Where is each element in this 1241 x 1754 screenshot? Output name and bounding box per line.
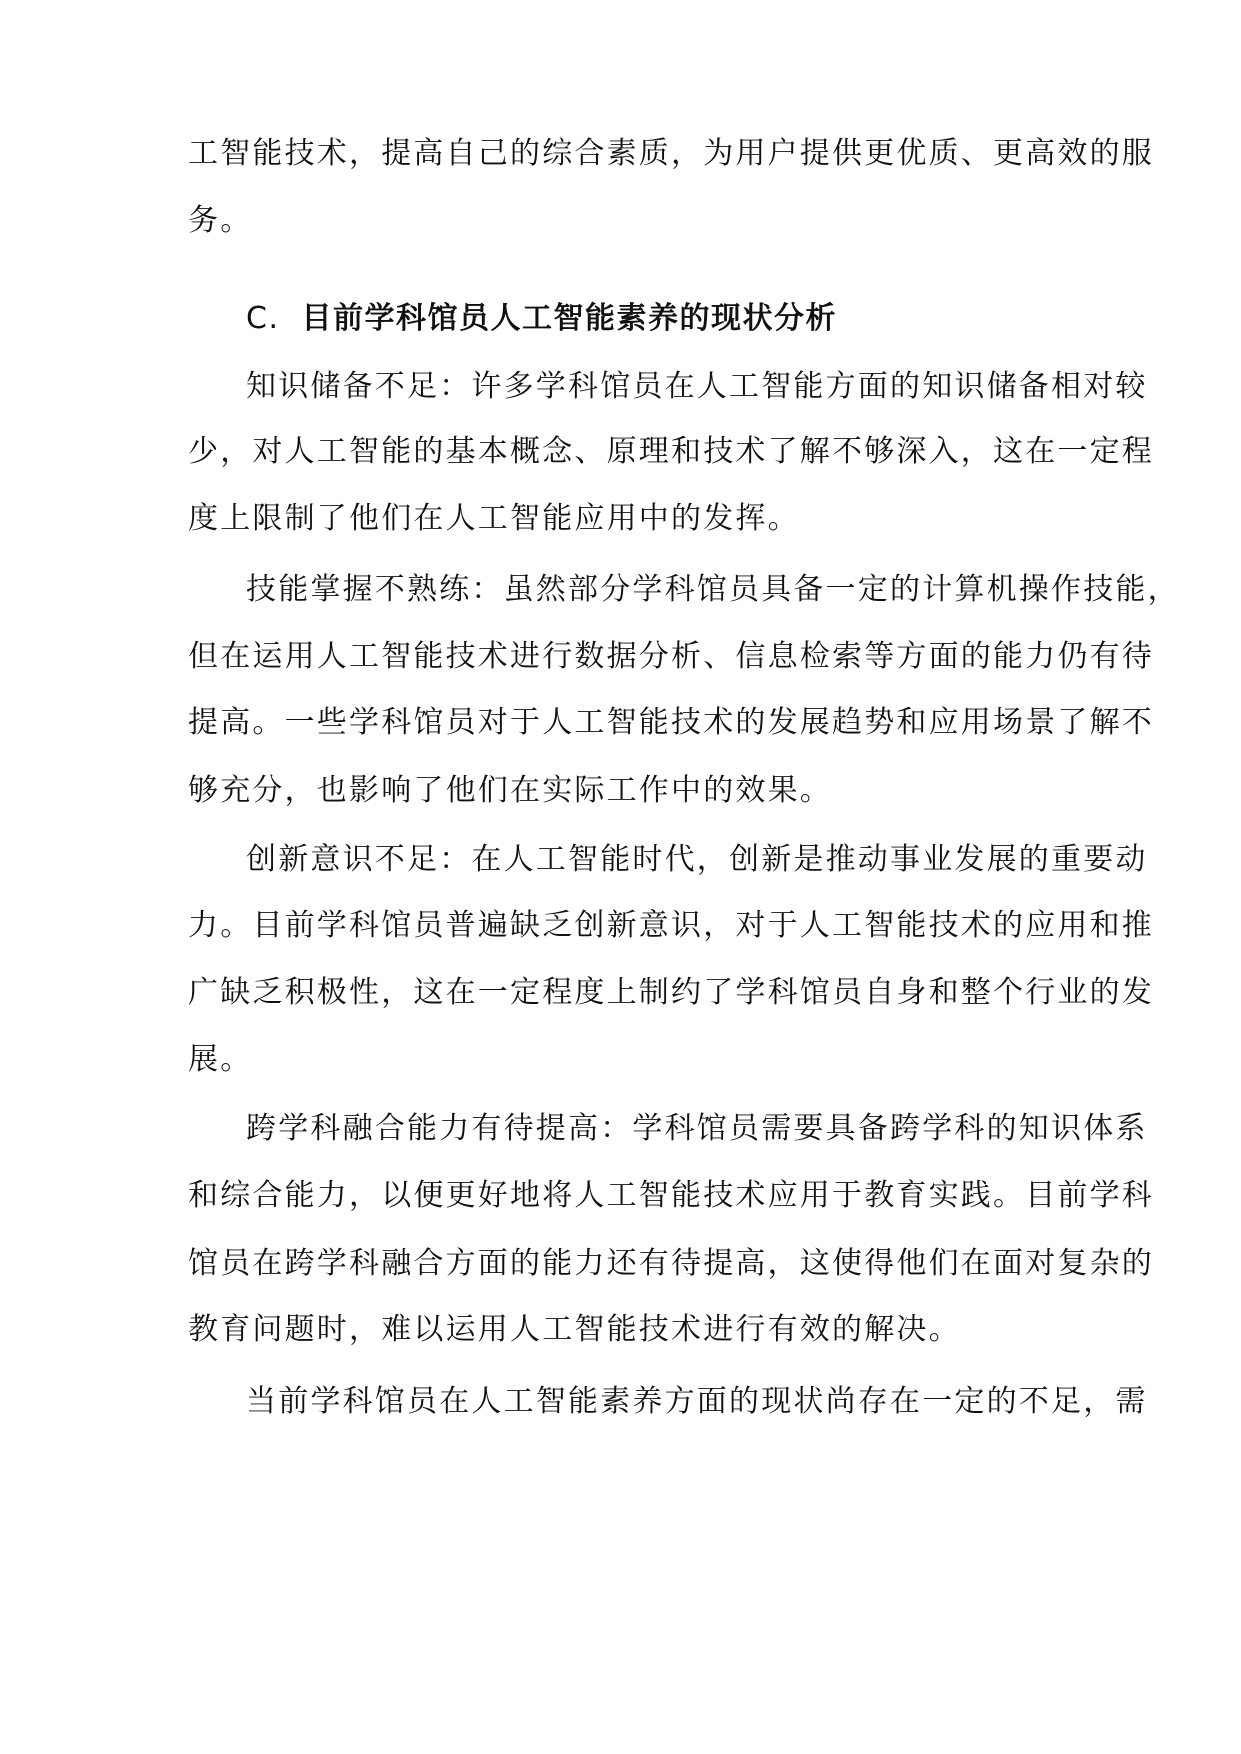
paragraph-line: 和综合能力，以便更好地将人工智能技术应用于教育实践。目前学科 — [188, 1178, 1154, 1213]
paragraph-line: 技能掌握不熟练：虽然部分学科馆员具备一定的计算机操作技能， — [246, 572, 1180, 607]
paragraph-line: 馆员在跨学科融合方面的能力还有待提高，这使得他们在面对复杂的 — [188, 1246, 1154, 1281]
paragraph-line: 度上限制了他们在人工智能应用中的发挥。 — [188, 501, 800, 536]
paragraph-line: 创新意识不足：在人工智能时代，创新是推动事业发展的重要动 — [246, 842, 1148, 877]
section-title: 目前学科馆员人工智能素养的现状分析 — [301, 301, 837, 336]
paragraph-line: 提高。一些学科馆员对于人工智能技术的发展趋势和应用场景了解不 — [188, 705, 1154, 740]
section-heading — [246, 299, 837, 339]
paragraph-line: 少，对人工智能的基本概念、原理和技术了解不够深入，这在一定程 — [188, 434, 1154, 469]
paragraph-line: 教育问题时，难以运用人工智能技术进行有效的解决。 — [188, 1312, 961, 1347]
paragraph-line: 知识储备不足：许多学科馆员在人工智能方面的知识储备相对较 — [246, 369, 1148, 404]
paragraph-line: 但在运用人工智能技术进行数据分析、信息检索等方面的能力仍有待 — [188, 639, 1154, 674]
paragraph-line: 广缺乏积极性，这在一定程度上制约了学科馆员自身和整个行业的发 — [188, 975, 1154, 1010]
paragraph-line: 务。 — [188, 203, 253, 238]
paragraph-line: 够充分，也影响了他们在实际工作中的效果。 — [188, 773, 832, 808]
paragraph-line: 力。目前学科馆员普遍缺乏创新意识，对于人工智能技术的应用和推 — [188, 908, 1154, 943]
paragraph-line: 当前学科馆员在人工智能素养方面的现状尚存在一定的不足，需 — [246, 1384, 1148, 1419]
section-label: C. — [246, 301, 280, 336]
paragraph-line: 跨学科融合能力有待提高：学科馆员需要具备跨学科的知识体系 — [246, 1111, 1148, 1146]
paragraph-line: 展。 — [188, 1042, 253, 1077]
paragraph-line: 工智能技术，提高自己的综合素质，为用户提供更优质、更高效的服 — [188, 136, 1154, 171]
